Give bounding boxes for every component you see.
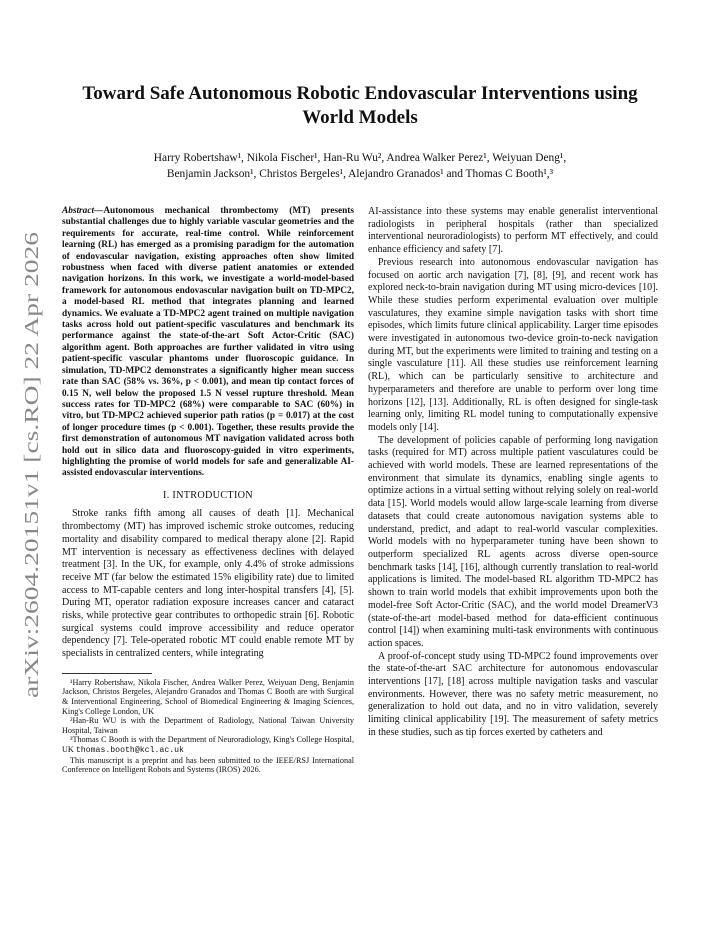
footnote-affiliation-2: ²Han-Ru WU is with the Department of Radiology, National Taiwan University Hospital, Taiwan: [62, 716, 354, 735]
abstract-label: Abstract—: [62, 206, 104, 216]
footnote-affiliation-3: [62, 735, 354, 755]
author-line-2: Benjamin Jackson¹, Christos Bergeles¹, Alejandro Granados¹ and Thomas C Booth¹,³: [166, 168, 554, 180]
arxiv-identifier: arXiv:2604.20151v1 [cs.RO] 22 Apr 2026: [21, 359, 43, 698]
contact-email: thomas.booth@kcl.ac.uk: [75, 746, 184, 756]
left-column: [62, 206, 354, 775]
footnote-preprint-note: This manuscript is a preprint and has been submitted to the IEEE/RSJ International Conference on Intelligent Robots and Systems (IROS) 2026.: [62, 755, 354, 775]
abstract: [62, 206, 354, 480]
author-list: [60, 150, 660, 182]
arxiv-side-stamp: [10, 230, 50, 700]
intro-paragraph-continued: AI-assistance into these systems may enable generalist interventional radiologists in peripheral hospitals (rather than specialized interventional neuroradiologists) to perform MT effectively, and could enhance efficiency and safety [7].: [368, 206, 658, 256]
paper-title: Toward Safe Autonomous Robotic Endovascular Interventions using World Models: [82, 83, 638, 128]
footnote-affiliation-3-text: ³Thomas C Booth is with the Department of Neuroradiology, King's College Hospital, UK: [62, 735, 354, 755]
author-line-1: Harry Robertshaw¹, Nikola Fischer¹, Han-Ru Wu², Andrea Walker Perez¹, Weiyuan Deng¹,: [153, 152, 567, 164]
intro-paragraph-previous-research: Previous research into autonomous endovascular navigation has focused on aortic arch navigation [7], [8], [9], and recent work has explored neck-to-brain navigation during MT using micro-devices [10]. While these studies perform experimental evaluation over multiple vasculatures, they examine simple navigation tasks with short time episodes, which limits future clinical applicability. Larger time episodes were investigated in autonomous two-device groin-to-neck navigation during MT, but the experiments were limited to training and testing on a single vasculature [11]. All these studies use reinforcement learning (RL), which can be particularly sensitive to architecture and hyperparameters and therefore are unable to perform over long time horizons [12], [13]. Additionally, RL is often designed for single-task learning only, limiting RL model tuning to computationally expensive models only [14].: [368, 256, 658, 433]
section-heading-introduction: I. INTRODUCTION: [163, 489, 253, 501]
footnote-divider: [62, 673, 152, 674]
footnote-affiliation-1: ¹Harry Robertshaw, Nikola Fischer, Andrea Walker Perez, Weiyuan Deng, Benjamin Jackson, Christos Bergeles, Alejandro Granados and Thomas C Booth are with Surgical & Interventional Engineering, School of Biomedical Engineering & Imaging Sciences, King's College London, UK: [62, 677, 354, 716]
abstract-text: Autonomous mechanical thrombectomy (MT) presents substantial challenges due to highly variable vascular geometries and the requirements for accurate, real-time control. While reinforcement learning (RL) has emerged as a promising paradigm for the automation of endovascular navigation, existing approaches often show limited robustness when faced with diverse patient anatomies or extended navigation horizons. In this work, we investigate a world-model-based framework for autonomous endovascular navigation built on TD-MPC2, a model-based RL method that integrates planning and learned dynamics. We evaluate a TD-MPC2 agent trained on multiple navigation tasks across hold out patient-specific vasculatures and benchmark its performance against the state-of-the-art Soft Actor-Critic (SAC) algorithm agent. Both approaches are further validated in vitro using patient-specific vascular phantoms under fluoroscopic guidance. In simulation, TD-MPC2 demonstrates a significantly higher mean success rate than SAC (58% vs. 36%, p < 0.001), and mean tip contact forces of 0.15 N, well below the proposed 1.5 N vessel rupture threshold. Mean success rates for TD-MPC2 (68%) were comparable to SAC (60%) in vitro, but TD-MPC2 achieved superior path ratios (p = 0.017) at the cost of longer procedure times (p < 0.001). Together, these results provide the first demonstration of autonomous MT navigation validated across both hold out in silico data and fluoroscopy-guided in vitro experiments, highlighting the promise of world models for safe and generalizable AI-assisted endovascular interventions.: [62, 206, 354, 479]
intro-paragraph-world-models: The development of policies capable of performing long navigation tasks (required for MT) across multiple patient vasculatures could be achieved with world models. These are learned representations of the environment that simulate its dynamics, enabling single agents to optimize actions in a virtual setting without relying solely on real-world data [15]. World models would allow large-scale learning from diverse datasets that could create autonomous navigation systems able to understand, predict, and adapt to real-world vascular complexities. World models with no hyperparameter tuning have been shown to outperform specialized RL agents across diverse open-source benchmark tasks [14], [16], although currently translation to real-world applications is limited. The model-based RL algorithm TD-MPC2 has shown to train world models that exhibit improvements upon both the model-free Soft Actor-Critic (SAC), and the world model DreamerV3 (state-of-the-art model-based method for data-efficient continuous control [14]) when examining multi-task environments with continuous action spaces.: [368, 434, 658, 649]
intro-paragraph-1: Stroke ranks fifth among all causes of death [1]. Mechanical thrombectomy (MT) has improved ischemic stroke outcomes, reducing mortality and disability compared to medical therapy alone [2]. Rapid MT intervention is necessary as effectiveness declines with delayed treatment [3]. In the UK, for example, only 4.4% of stroke admissions receive MT (far below the estimated 15% eligibility rate) due to limited access to MT-capable centers and long inter-hospital transfers [4], [5]. During MT, operator radiation exposure increases cancer and cataract risks, while protective gear contributes to orthopedic strain [6]. Robotic surgical systems could improve accessibility and reduce operator dependency [7]. Tele-operated robotic MT could enable remote MT by specialists in centralized centers, while integrating: [62, 508, 354, 660]
right-column: [368, 206, 658, 740]
intro-paragraph-proof-of-concept: A proof-of-concept study using TD-MPC2 found improvements over the state-of-the-art SAC architecture for autonomous endovascular interventions [17], [18] across multiple navigation tasks and vascular environments. However, there was no safety metric measurement, no generalization to hold out data, and no in vitro validation, severely limiting clinical applicability [19]. The measurement of safety metrics in these studies, such as tip forces exerted by catheters and: [368, 650, 658, 738]
